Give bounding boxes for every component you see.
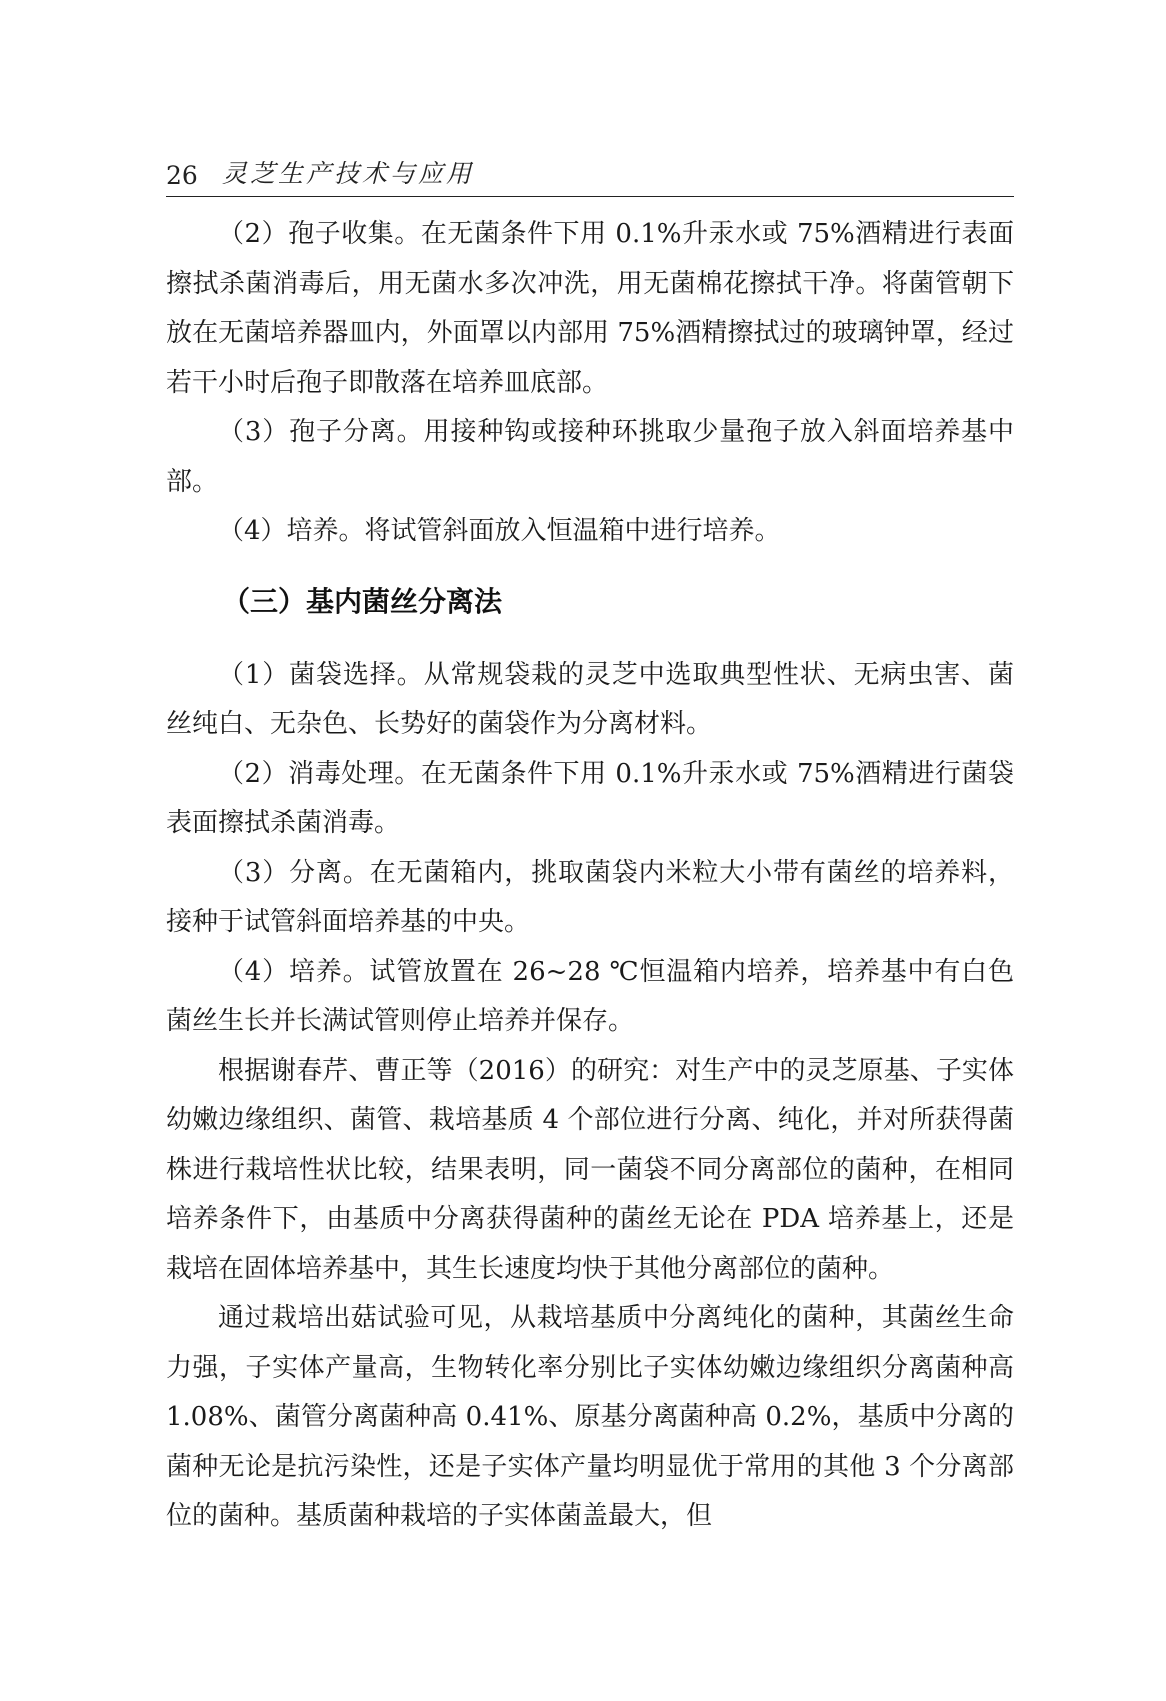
page-number: 26 [166,161,198,190]
paragraph-disinfection: （2）消毒处理。在无菌条件下用 0.1%升汞水或 75%酒精进行菌袋表面擦拭杀菌消毒。 [166,758,1014,838]
paragraph-research: 根据谢春芹、曹正等（2016）的研究：对生产中的灵芝原基、子实体幼嫩边缘组织、菌管、栽培基质 4 个部位进行分离、纯化，并对所获得菌株进行栽培性状比较，结果表明，同一菌袋不同分离部位的菌种，在相同培养条件下，由基质中分离获得菌种的菌丝无论在 PDA 培养基上，还是栽培在固体培养基中，其生长速度均快于其他分离部位的菌种。 [166,1055,1014,1284]
paragraph-spore-separation: （3）孢子分离。用接种钩或接种环挑取少量孢子放入斜面培养基中部。 [166,417,1014,497]
section-heading: （三）基内菌丝分离法 [222,584,503,618]
paragraph-bag-selection: （1）菌袋选择。从常规袋栽的灵芝中选取典型性状、无病虫害、菌丝纯白、无杂色、长势好的菌袋作为分离材料。 [166,659,1014,739]
paragraph-separation: （3）分离。在无菌箱内，挑取菌袋内米粒大小带有菌丝的培养料，接种于试管斜面培养基的中央。 [166,857,1014,937]
paragraph-spore-collection: （2）孢子收集。在无菌条件下用 0.1%升汞水或 75%酒精进行表面擦拭杀菌消毒后，用无菌水多次冲洗，用无菌棉花擦拭干净。将菌管朝下放在无菌培养器皿内，外面罩以内部用 75%酒精擦拭过的玻璃钟罩，经过若干小时后孢子即散落在培养皿底部。 [166,219,1014,398]
paragraph-cultivation-test: 通过栽培出菇试验可见，从栽培基质中分离纯化的菌种，其菌丝生命力强，子实体产量高，生物转化率分别比子实体幼嫩边缘组织分离菌种高 1.08%、菌管分离菌种高 0.41%、原基分离菌种高 0.2%，基质中分离的菌种无论是抗污染性，还是子实体产量均明显优于常用的其他 3 个分离部位的菌种。基质菌种栽培的子实体菌盖最大，但 [166,1303,1014,1531]
body-text [166,210,1014,1542]
paragraph-spore-culture: （4）培养。将试管斜面放入恒温箱中进行培养。 [218,516,781,546]
book-title: 灵芝生产技术与应用 [222,159,475,188]
paragraph-culture: （4）培养。试管放置在 26~28 ℃恒温箱内培养，培养基中有白色菌丝生长并长满试管则停止培养并保存。 [166,956,1014,1036]
running-header [166,156,1014,197]
